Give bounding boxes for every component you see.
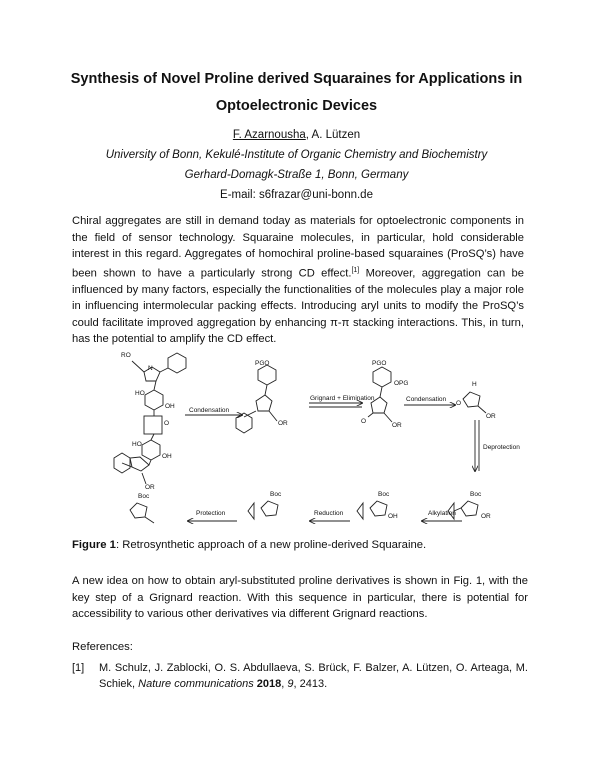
atom-opg: OPG: [394, 380, 409, 387]
abstract-part-1: Chiral aggregates are still in demand today as materials for optoelectronic components in the field of sensor technology. Squaraine molecules, in particular, hold considerable interest in this regard. Aggregates of homochiral proline-based squaraines (ProSQ’s) have been shown to have a particularly strong CD effect.: [72, 215, 524, 280]
boc-ketoproline-ester: [130, 503, 147, 518]
pyrrolidinone-structure: [463, 392, 486, 413]
atom-boc-2: Boc: [378, 491, 390, 498]
ketal-pyrrolidine-2: [370, 501, 387, 516]
reference-volume: 9: [287, 678, 294, 690]
label-reduction: Reduction: [314, 510, 344, 517]
atom-or-5: OR: [481, 513, 491, 520]
atom-or-1: OR: [145, 484, 155, 491]
atom-oh-3: OH: [388, 513, 398, 520]
aryl-pyrrolidine-structure: [236, 365, 277, 433]
ketal-ester: [261, 501, 278, 516]
label-grignard: Grignard + Elimination: [310, 395, 375, 402]
atom-ho-1: HO: [135, 390, 145, 397]
label-alkylation: Alkylation: [428, 510, 456, 517]
atom-o-2: O: [361, 418, 367, 425]
title-line-1: Synthesis of Novel Proline derived Squaraines for Applications in: [70, 71, 523, 87]
caption-label: Figure 1: [72, 539, 116, 551]
atom-boc-3: Boc: [270, 491, 282, 498]
abstract-part-2: Moreover, aggregation can be influenced by many factors, especially the functionalities of the molecules play a major role in influencing intermolecular packing effects. Introducing aryl units to modify the ProSQ’s could facilitate improved aggregation by enhancing π-π stacking interactions. This, in turn, has the potential to amplify the CD effect.: [72, 267, 524, 346]
atom-or-3: OR: [392, 422, 402, 429]
reference-item: [72, 660, 528, 692]
reference-year: 2018: [256, 678, 282, 690]
reference-pages: , 2413.: [293, 678, 328, 690]
reference-journal: Nature communications: [138, 678, 254, 690]
address: Gerhard-Domagk-Straße 1, Bonn, Germany: [184, 169, 409, 181]
ketal-pyrrolidine-1: [461, 501, 478, 516]
atom-ro: RO: [121, 352, 131, 359]
atom-o-1: O: [164, 420, 170, 427]
atom-or-2: OR: [278, 420, 288, 427]
reference-number: [1]: [72, 662, 85, 674]
author-line: [40, 125, 553, 145]
author-block: [40, 125, 553, 205]
atom-o-3: O: [456, 400, 462, 407]
atom-n-1: N: [148, 365, 153, 372]
label-condensation-1: Condensation: [189, 407, 230, 414]
label-protection: Protection: [196, 510, 226, 517]
paper-title: [40, 66, 553, 120]
atom-or-4: OR: [486, 413, 496, 420]
atom-oh-2: OH: [162, 453, 172, 460]
atom-boc-4: Boc: [138, 493, 150, 500]
references-heading: References:: [72, 641, 133, 653]
atom-oh-1: OH: [165, 403, 175, 410]
figure-caption: [72, 539, 426, 551]
author-primary: F. Azarnousha: [232, 129, 306, 141]
author-rest: , A. Lützen: [305, 129, 361, 141]
title-line-2: Optoelectronic Devices: [215, 98, 378, 114]
atom-boc-1: Boc: [470, 491, 482, 498]
atom-h: H: [472, 381, 477, 388]
atom-pgo-2: PGO: [372, 360, 387, 367]
label-deprotection: Deprotection: [483, 444, 520, 451]
atom-ho-2: HO: [132, 441, 142, 448]
squaraine-structure: [114, 353, 186, 484]
reference-authors: M. Schulz, J. Zablocki, O. S. Abdullaeva, S. Brück, F. Balzer, A. Lützen, O. Arteaga, M. Schiek,: [99, 662, 528, 690]
abstract-paragraph: [72, 213, 524, 348]
label-condensation-2: Condensation: [406, 396, 447, 403]
citation-1: [1]: [351, 266, 360, 274]
retrosynthesis-scheme: [72, 343, 524, 533]
affiliation: University of Bonn, Kekulé-Institute of Organic Chemistry and Biochemistry: [105, 149, 488, 161]
atom-pgo-1: PGO: [255, 360, 270, 367]
body-paragraph: A new idea on how to obtain aryl-substituted proline derivatives is shown in Fig. 1, with the key step of a Grignard reaction. With this sequence in particular, there is potential for accessibility to various other derivatives via different Grignard reactions.: [72, 575, 528, 620]
reference-text: M. Schulz, J. Zablocki, O. S. Abdullaeva, S. Brück, F. Balzer, A. Lützen, O. Arteaga, M. Schiek, Nature communications 2018, 9, 2413.: [99, 662, 528, 690]
email: E-mail: s6frazar@uni-bonn.de: [220, 189, 373, 201]
caption-text: : Retrosynthetic approach of a new proline-derived Squaraine.: [115, 539, 427, 551]
